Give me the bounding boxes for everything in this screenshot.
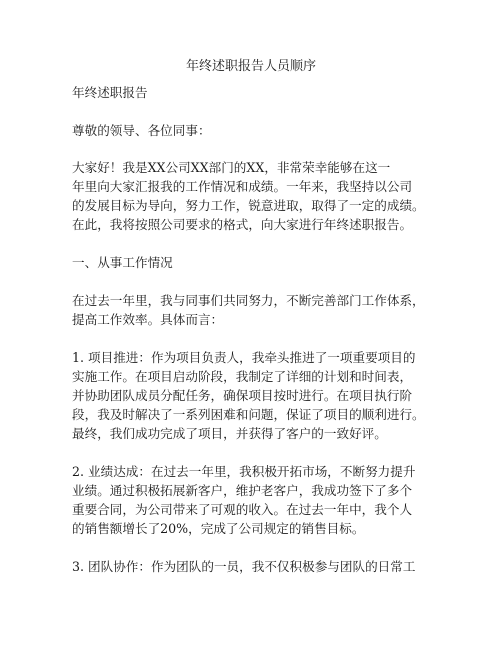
intro-line-1: 大家好！我是XX公司XX部门的XX，非常荣幸能够在这一 [72, 160, 391, 175]
item1-line-2: 实施工作。在项目启动阶段，我制定了详细的计划和时间表， [72, 369, 413, 384]
item2-line-2: 业绩。通过积极拓展新客户，维护老客户，我成功签下了多个 [72, 483, 413, 498]
item2-line-1: 2. 业绩达成：在过去一年里，我积极开拓市场，不断努力提升 [72, 464, 416, 479]
item1-line-5: 最终，我们成功完成了项目，并获得了客户的一致好评。 [72, 426, 387, 441]
greeting: 尊敬的领导、各位同事： [72, 123, 211, 138]
item1-line-3: 并协助团队成员分配任务，确保项目按时进行。在项目执行阶 [72, 388, 413, 403]
document-subtitle: 年终述职报告 [72, 85, 148, 100]
intro-line-2: 年里向大家汇报我的工作情况和成绩。一年来，我坚持以公司 [72, 179, 413, 194]
section1-heading: 一、从事工作情况 [72, 255, 173, 270]
item2-line-3: 重要合同，为公司带来了可观的收入。在过去一年中，我个人 [72, 502, 413, 517]
document-title: 年终述职报告人员顺序 [185, 59, 316, 74]
item3-line-1: 3. 团队协作：作为团队的一员，我不仅积极参与团队的日常工 [72, 559, 416, 574]
item2-line-4: 的销售额增长了20%，完成了公司规定的销售目标。 [72, 521, 365, 536]
item1-line-1: 1. 项目推进：作为项目负责人，我牵头推进了一项重要项目的 [72, 350, 416, 365]
section1-intro-line-2: 提高工作效率。具体而言： [72, 312, 224, 327]
item1-line-4: 段，我及时解决了一系列困难和问题，保证了项目的顺利进行。 [72, 407, 425, 422]
intro-line-4: 在此，我将按照公司要求的格式，向大家进行年终述职报告。 [72, 217, 413, 232]
section1-intro-line-1: 在过去一年里，我与同事们共同努力，不断完善部门工作体系， [72, 293, 425, 308]
intro-line-3: 的发展目标为导向，努力工作，锐意进取，取得了一定的成绩。 [72, 198, 425, 213]
